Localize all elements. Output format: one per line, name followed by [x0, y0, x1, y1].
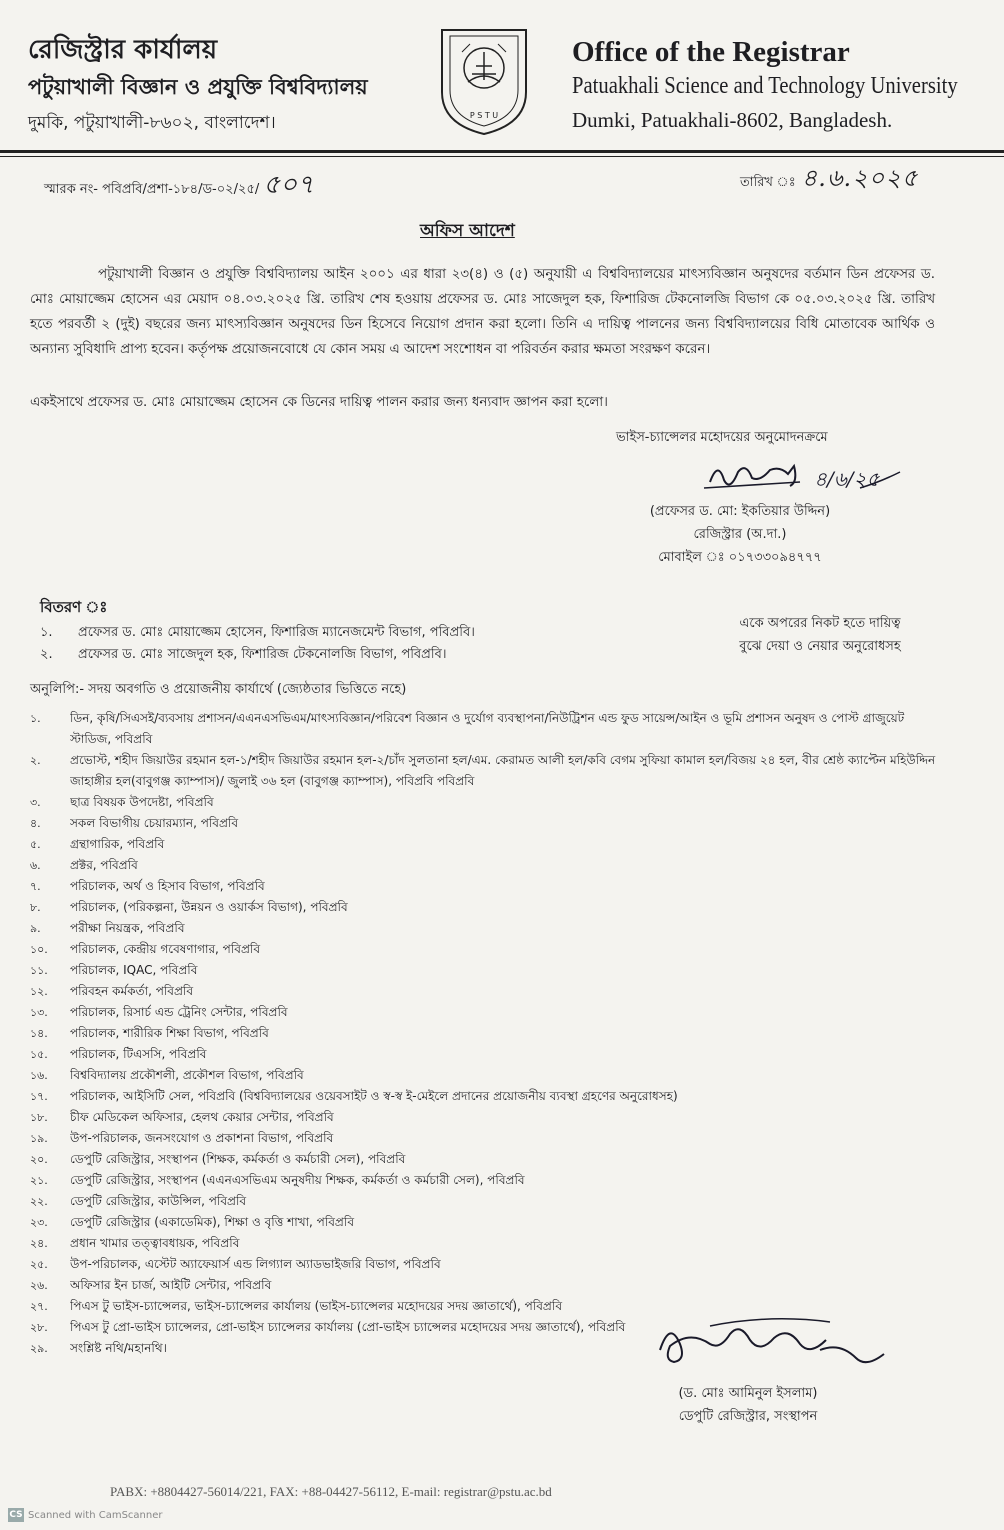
copy-list-item [30, 918, 940, 939]
copy-list-item [30, 1254, 940, 1275]
copy-list-item [30, 834, 940, 855]
copy-list-item [30, 1065, 940, 1086]
copy-item-number: ২৫. [30, 1258, 48, 1271]
copy-list-item [30, 1191, 940, 1212]
copy-item-text: পিএস টু প্রো-ভাইস চ্যান্সেলর, প্রো-ভাইস চ্যান্সেলর কার্যালয় (প্রো-ভাইস চ্যান্সেলর মহোদয়ের সদয় জ্ঞাতার্থে), পবিপ্রবি [70, 1320, 626, 1334]
copy-item-text: ডেপুটি রেজিস্ট্রার, সংস্থাপন (শিক্ষক, কর্মকর্তা ও কর্মচারী সেল), পবিপ্রবি [70, 1152, 406, 1166]
copy-item-number: ৪. [30, 817, 41, 830]
address-en: Dumki, Patuakhali-8602, Bangladesh. [572, 108, 893, 132]
order-paragraph-2: একইসাথে প্রফেসর ড. মোঃ মোয়াজ্জেম হোসেন কে ডিনের দায়িত্ব পালন করার জন্য ধন্যবাদ জ্ঞাপন করা হলো। [30, 395, 608, 410]
copy-item-number: ১২. [30, 985, 48, 998]
memo-number [44, 164, 314, 208]
copy-item-text: পরিচালক, (পরিকল্পনা, উন্নয়ন ও ওয়ার্কস বিভাগ), পবিপ্রবি [70, 900, 348, 914]
distribution-note-line-2: বুঝে দেয়া ও নেয়ার অনুরোধসহ [739, 639, 901, 654]
registrar-signature-block [620, 500, 860, 569]
copy-item-number: ২৯. [30, 1342, 48, 1355]
copy-list-item [30, 1002, 940, 1023]
copy-item-number: ১৬. [30, 1069, 48, 1082]
copy-list-item [30, 1128, 940, 1149]
copy-list-item [30, 1107, 940, 1128]
copy-item-text: উপ-পরিচালক, জনসংযোগ ও প্রকাশনা বিভাগ, পবিপ্রবি [70, 1131, 334, 1145]
copy-item-number: ১. [30, 712, 41, 725]
copy-item-number: ৫. [30, 838, 41, 851]
distribution-item-text: প্রফেসর ড. মোঃ সাজেদুল হক, ফিশারিজ টেকনোলজি বিভাগ, পবিপ্রবি। [78, 647, 447, 662]
copy-item-text: পরিচালক, অর্থ ও হিসাব বিভাগ, পবিপ্রবি [70, 879, 265, 893]
scanner-text: Scanned with CamScanner [28, 1509, 163, 1521]
copy-item-text: চীফ মেডিকেল অফিসার, হেলথ কেয়ার সেন্টার, পবিপ্রবি [70, 1110, 334, 1124]
memo-label: স্মারক নং- পবিপ্রবি/প্রশা-১৮৪/ড-০২/২৫/ [44, 182, 260, 197]
memo-handwritten-number: ৫০৭ [263, 170, 314, 200]
distribution-note [710, 612, 930, 658]
footer-contact: PABX: +8804427-56014/221, FAX: +88-04427-56112, E-mail: registrar@pstu.ac.bd [110, 1484, 552, 1499]
distribution-list [40, 622, 640, 666]
distribution-item [40, 622, 640, 644]
copy-list-item [30, 939, 940, 960]
copy-list-item [30, 876, 940, 897]
copy-list-item [30, 792, 940, 813]
copy-item-text: ডেপুটি রেজিস্ট্রার, কাউন্সিল, পবিপ্রবি [70, 1194, 247, 1208]
copy-item-number: ২২. [30, 1195, 48, 1208]
copy-list-item [30, 897, 940, 918]
copy-list-item [30, 1170, 940, 1191]
copy-list-item [30, 1212, 940, 1233]
signature-date: ৪/৬/২৫ [814, 467, 880, 491]
copy-item-text: পরিচালক, আইসিটি সেল, পবিপ্রবি (বিশ্ববিদ্যালয়ের ওয়েবসাইট ও স্ব-স্ব ই-মেইলে প্রদানের প্রয়োজনীয় ব্যবস্থা গ্রহণের অনুরোধসহ) [70, 1089, 678, 1103]
registrar-mobile: মোবাইল ঃ ০১৭৩৩০৯৪৭৭৭ [658, 550, 822, 565]
distribution-title: বিতরণ ঃ [40, 598, 108, 616]
date-label: তারিখ ঃ [740, 175, 796, 190]
copy-list-item [30, 981, 940, 1002]
order-paragraph-1: পটুয়াখালী বিজ্ঞান ও প্রযুক্তি বিশ্ববিদ্যালয় আইন ২০০১ এর ধারা ২৩(৪) ও (৫) অনুযায়ী এ বিশ্ববিদ্যালয়ের মাৎস্যবিজ্ঞান অনুষদের বর্তমান ডিন প্রফেসর ড. মোঃ মোয়াজ্জেম হোসেন এর মেয়াদ ০৪.০৩.২০২৫ খ্রি. তারিখ শেষ হওয়ায় প্রফেসর ড. মোঃ সাজেদুল হক, ফিশারিজ টেকনোলজি বিভাগ কে ০৫.০৩.২০২৫ খ্রি. তারিখ হতে পরবর্তী ২ (দুই) বছরের জন্য মাৎস্যবিজ্ঞান অনুষদের ডিন হিসেবে নিয়োগ প্রদান করা হলো। তিনি এ দায়িত্ব পালনের জন্য বিশ্ববিদ্যালয়ের বিধি মোতাবেক আর্থিক ও অন্যান্য সুবিধাদি প্রাপ্য হবেন। কর্তৃপক্ষ প্রয়োজনবোধে যে কোন সময় এ আদেশ সংশোধন বা পরিবর্তন করার ক্ষমতা সংরক্ষণ করেন। [30, 267, 935, 357]
distribution-note-line-1: একে অপরের নিকট হতে দায়িত্ব [739, 616, 901, 631]
copy-item-text: পরিচালক, রিসার্চ এন্ড ট্রেনিং সেন্টার, পবিপ্রবি [70, 1005, 288, 1019]
copy-item-text: পরিচালক, IQAC, পবিপ্রবি [70, 963, 198, 977]
university-name-en: Patuakhali Science and Technology University [572, 73, 958, 99]
approval-line: ভাইস-চ্যান্সেলর মহোদয়ের অনুমোদনক্রমে [616, 430, 828, 445]
copy-list-item [30, 855, 940, 876]
university-logo [432, 22, 536, 138]
copy-item-text: পরিচালক, শারীরিক শিক্ষা বিভাগ, পবিপ্রবি [70, 1026, 269, 1040]
copy-item-text: পরিচালক, কেন্দ্রীয় গবেষণাগার, পবিপ্রবি [70, 942, 261, 956]
registrar-designation: রেজিস্ট্রার (অ.দা.) [693, 527, 787, 542]
copy-list-item [30, 1086, 940, 1107]
distribution-item-text: প্রফেসর ড. মোঃ মোয়াজ্জেম হোসেন, ফিশারিজ ম্যানেজমেন্ট বিভাগ, পবিপ্রবি। [78, 625, 475, 640]
address-bn: দুমকি, পটুয়াখালী-৮৬০২, বাংলাদেশ। [28, 113, 276, 133]
copy-item-text: প্রধান খামার তত্ত্বাবধায়ক, পবিপ্রবি [70, 1236, 240, 1250]
copy-item-text: সকল বিভাগীয় চেয়ারম্যান, পবিপ্রবি [70, 816, 239, 830]
copy-list-item [30, 1275, 940, 1296]
copy-item-number: ৩. [30, 796, 41, 809]
copy-list-item [30, 750, 940, 792]
copy-item-number: ৬. [30, 859, 41, 872]
copy-item-number: ২. [30, 754, 41, 767]
registrar-signature [690, 452, 910, 502]
copy-list-item [30, 1023, 940, 1044]
memo-date [740, 160, 918, 200]
copy-item-number: ১৩. [30, 1006, 48, 1019]
header-rule-thick [0, 150, 1004, 153]
copy-item-text: পিএস টু ভাইস-চ্যান্সেলর, ভাইস-চ্যান্সেলর কার্যালয় (ভাইস-চ্যান্সেলর মহোদয়ের সদয় জ্ঞাতার্থে), পবিপ্রবি [70, 1299, 562, 1313]
header-rule-thin [0, 156, 1004, 157]
copy-item-text: পরিবহন কর্মকর্তা, পবিপ্রবি [70, 984, 194, 998]
copy-item-text: প্রভোস্ট, শহীদ জিয়াউর রহমান হল-১/শহীদ জিয়াউর রহমান হল-২/চাঁদ সুলতানা হল/এম. কেরামত আলী হল/কবি বেগম সুফিয়া কামাল হল/বিজয় ২৪ হল, বীর শ্রেষ্ঠ ক্যাপ্টেন মহিউদ্দিন জাহাঙ্গীর হল(বাবুগঞ্জ ক্যাম্পাস)/ জুলাই ৩৬ হল (বাবুগঞ্জ ক্যাম্পাস), পবিপ্রবি পবিপ্রবি [70, 753, 936, 788]
copy-item-text: বিশ্ববিদ্যালয় প্রকৌশলী, প্রকৌশল বিভাগ, পবিপ্রবি [70, 1068, 304, 1082]
distribution-item-number: ১. [40, 625, 53, 640]
copy-item-number: ২১. [30, 1174, 48, 1187]
scanner-watermark [8, 1508, 163, 1522]
copy-item-text: উপ-পরিচালক, এস্টেট অ্যাফেয়ার্স এন্ড লিগ্যাল অ্যাডভাইজরি বিভাগ, পবিপ্রবি [70, 1257, 441, 1271]
copy-item-number: ৮. [30, 901, 41, 914]
copy-item-text: অফিসার ইন চার্জ, আইটি সেন্টার, পবিপ্রবি [70, 1278, 272, 1292]
deputy-registrar-designation: ডেপুটি রেজিস্ট্রার, সংস্থাপন [678, 1409, 818, 1424]
copy-item-number: ২৩. [30, 1216, 48, 1229]
copy-item-text: ডিন, কৃষি/সিএসই/ব্যবসায় প্রশাসন/এএনএসভিএম/মাৎস্যবিজ্ঞান/পরিবেশ বিজ্ঞান ও দুর্যোগ ব্যবস্থাপনা/নিউট্রিশন এন্ড ফুড সায়েন্স/আইন ও ভূমি প্রশাসন অনুষদ ও পোস্ট গ্রাজুয়েট স্টাডিজ, পবিপ্রবি [70, 711, 905, 746]
copy-item-text: ডেপুটি রেজিস্ট্রার, সংস্থাপন (এএনএসভিএম অনুষদীয় শিক্ষক, কর্মকর্তা ও কর্মচারী সেল), পবিপ্রবি [70, 1173, 525, 1187]
copy-item-number: ২০. [30, 1153, 48, 1166]
copy-item-number: ১৪. [30, 1027, 48, 1040]
copy-item-text: পরীক্ষা নিয়ন্ত্রক, পবিপ্রবি [70, 921, 185, 935]
office-name-bn: রেজিস্ট্রার কার্যালয় [28, 35, 218, 65]
copy-list-item [30, 1233, 940, 1254]
copy-item-number: ৯. [30, 922, 41, 935]
copy-item-text: সংশ্লিষ্ট নথি/মহানথি। [70, 1341, 167, 1355]
copy-item-text: ছাত্র বিষয়ক উপদেষ্টা, পবিপ্রবি [70, 795, 214, 809]
copy-item-number: ২৪. [30, 1237, 48, 1250]
copy-item-number: ১৭. [30, 1090, 48, 1103]
copy-item-number: ২৮. [30, 1321, 48, 1334]
logo-text: P S T U [469, 111, 499, 120]
copy-list-item [30, 1044, 940, 1065]
office-name-en: Office of the Registrar [572, 36, 850, 68]
copy-item-number: ১০. [30, 943, 48, 956]
copy-item-number: ২৬. [30, 1279, 48, 1292]
deputy-registrar-signature-block [628, 1382, 868, 1428]
copy-item-number: ১৮. [30, 1111, 48, 1124]
copy-title: অনুলিপি:- সদয় অবগতি ও প্রয়োজনীয় কার্যার্থে (জ্যেষ্ঠতার ভিত্তিতে নহে) [30, 682, 407, 697]
camscanner-icon: CS [9, 1510, 23, 1520]
copy-item-number: ১১. [30, 964, 48, 977]
copy-item-text: ডেপুটি রেজিস্ট্রার (একাডেমিক), শিক্ষা ও বৃত্তি শাখা, পবিপ্রবি [70, 1215, 355, 1229]
copy-item-text: গ্রন্থাগারিক, পবিপ্রবি [70, 837, 165, 851]
registrar-name: (প্রফেসর ড. মো: ইকতিয়ার উদ্দিন) [649, 504, 831, 519]
copy-list-item [30, 708, 940, 750]
deputy-registrar-name: (ড. মোঃ আমিনুল ইসলাম) [678, 1386, 818, 1401]
distribution-item [40, 644, 640, 666]
copy-item-number: ১৯. [30, 1132, 48, 1145]
copy-list-item [30, 1149, 940, 1170]
date-handwritten-value: ৪.৬.২০২৫ [801, 164, 919, 192]
header-bangla [28, 32, 428, 140]
copy-item-number: ২৭. [30, 1300, 48, 1313]
copy-list-item [30, 960, 940, 981]
header-english [572, 34, 992, 138]
distribution-item-number: ২. [40, 647, 53, 662]
university-name-bn: পটুয়াখালী বিজ্ঞান ও প্রযুক্তি বিশ্ববিদ্যালয় [28, 75, 368, 99]
order-title: অফিস আদেশ [420, 221, 515, 241]
copy-item-text: পরিচালক, টিএসসি, পবিপ্রবি [70, 1047, 207, 1061]
copy-list-item [30, 813, 940, 834]
copy-item-number: ১৫. [30, 1048, 48, 1061]
copy-item-number: ৭. [30, 880, 41, 893]
copy-item-text: প্রক্টর, পবিপ্রবি [70, 858, 138, 872]
copy-list [30, 708, 940, 1359]
